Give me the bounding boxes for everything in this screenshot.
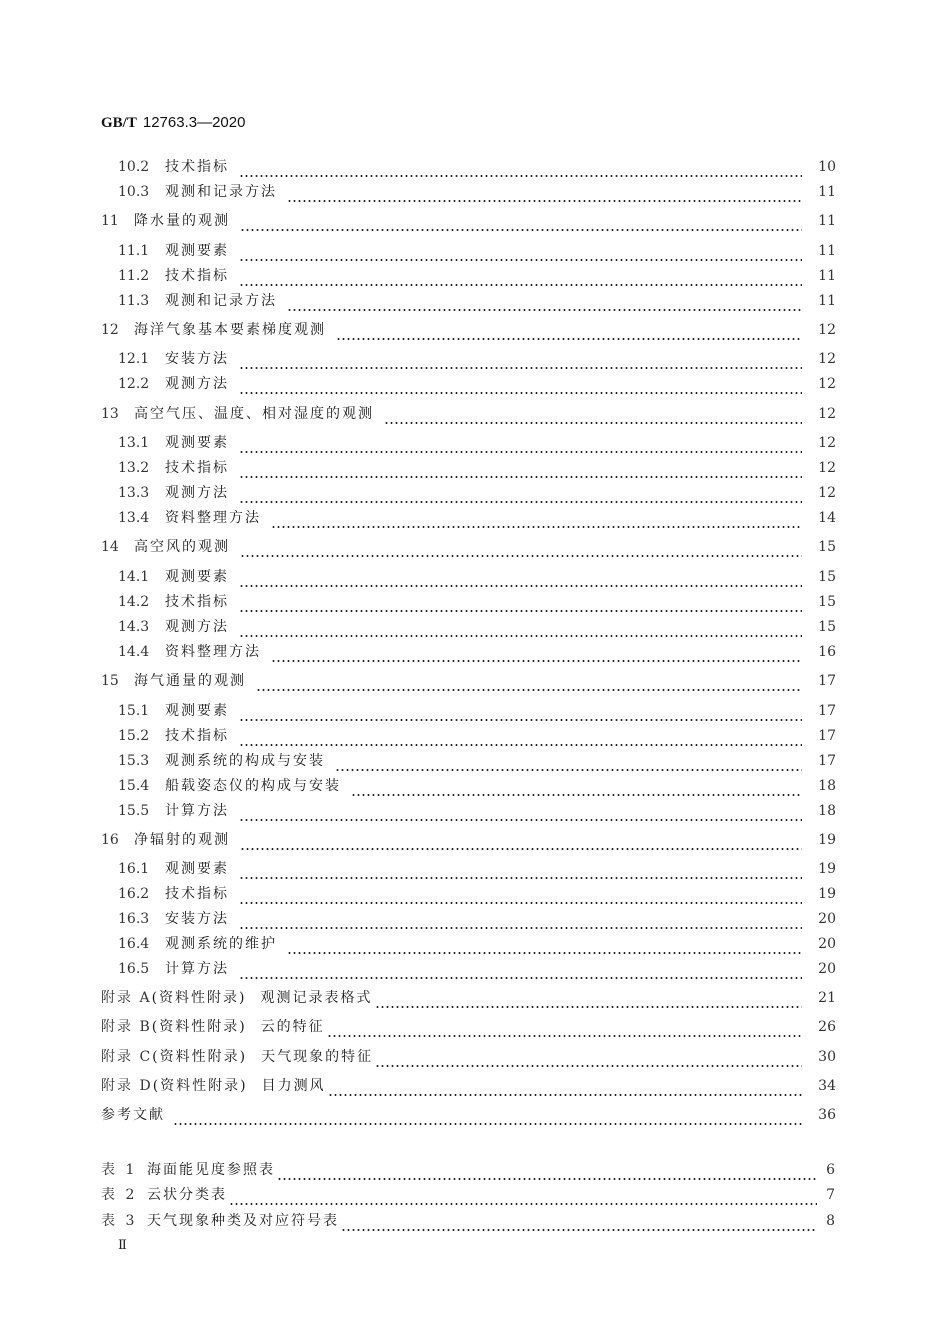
- table-page: 8: [826, 1213, 835, 1229]
- toc-entry-title: 船载姿态仪的构成与安装: [165, 778, 341, 794]
- appendix-title: 目力测风: [261, 1078, 326, 1094]
- toc-chapter[interactable]: [0, 211, 950, 231]
- toc-entry-title: 海气通量的观测: [134, 673, 246, 689]
- appendix-type-label: (资料性附录): [152, 1049, 248, 1065]
- dot-leader: [239, 859, 802, 879]
- toc-section[interactable]: [0, 776, 950, 796]
- dot-leader: [384, 404, 802, 424]
- toc-entry-title: 高空风的观测: [134, 539, 230, 555]
- toc-section[interactable]: [0, 349, 950, 369]
- toc-entry-title: 净辐射的观测: [134, 832, 230, 848]
- toc-entry-number: 15.4: [118, 778, 150, 794]
- toc-appendix[interactable]: [0, 988, 950, 1008]
- toc-entry-page: 12: [818, 460, 836, 476]
- toc-entry-page: 18: [818, 778, 836, 794]
- toc-entry-title: 计算方法: [165, 803, 229, 819]
- dot-leader: [239, 241, 802, 261]
- toc-appendix[interactable]: [0, 1076, 950, 1096]
- toc-section[interactable]: [0, 617, 950, 637]
- toc-entry-page: 15: [818, 569, 836, 585]
- toc-entry-title: 观测方法: [165, 619, 229, 635]
- dot-leader: [229, 1185, 817, 1205]
- appendix-number: 附录 D: [101, 1078, 153, 1094]
- references-title: 参考文献: [101, 1107, 165, 1123]
- references-page: 36: [818, 1107, 836, 1123]
- appendix-page: 34: [818, 1078, 836, 1094]
- table-title: 天气现象种类及对应符号表: [147, 1213, 339, 1229]
- toc-section[interactable]: [0, 508, 950, 528]
- dot-leader: [240, 211, 802, 231]
- table-page: 6: [826, 1162, 835, 1178]
- dot-leader: [271, 642, 802, 662]
- toc-entry-page: 17: [818, 728, 836, 744]
- dot-leader: [239, 959, 802, 979]
- toc-appendix[interactable]: [0, 1047, 950, 1067]
- toc-entry-page: 12: [818, 485, 836, 501]
- toc-entry-title: 技术指标: [165, 594, 229, 610]
- toc-entry-title: 观测要素: [165, 435, 229, 451]
- toc-entry-page: 17: [818, 753, 836, 769]
- table-title: 云状分类表: [147, 1187, 227, 1203]
- toc-section[interactable]: [0, 374, 950, 394]
- table-number: 表 2: [101, 1187, 138, 1203]
- toc-entry-number: 12: [101, 322, 119, 338]
- dot-leader: [239, 266, 802, 286]
- table-page: 7: [826, 1187, 835, 1203]
- appendix-number: 附录 C: [101, 1049, 153, 1065]
- dot-leader: [239, 374, 802, 394]
- toc-entry-number: 11: [101, 213, 119, 229]
- toc-entry-number: 14: [101, 539, 119, 555]
- toc-entry-number: 16: [101, 832, 119, 848]
- toc-section[interactable]: [0, 701, 950, 721]
- page-number: Ⅱ: [118, 1237, 127, 1252]
- dot-leader: [239, 157, 802, 177]
- dot-leader: [239, 909, 802, 929]
- dot-leader: [375, 988, 803, 1008]
- toc-entry-page: 20: [818, 961, 836, 977]
- toc-entry-number: 13.4: [118, 510, 150, 526]
- toc-entry-page: 16: [818, 644, 836, 660]
- dot-leader: [239, 458, 802, 478]
- toc-entry-number: 15.3: [118, 753, 150, 769]
- toc-entry-title: 观测方法: [165, 485, 229, 501]
- toc-entry-title: 计算方法: [165, 961, 229, 977]
- dot-leader: [375, 1047, 802, 1067]
- dot-leader: [287, 934, 802, 954]
- toc-entry-page: 12: [818, 351, 836, 367]
- toc-chapter[interactable]: [0, 320, 950, 340]
- toc-chapter[interactable]: [0, 404, 950, 424]
- toc-entry-page: 11: [818, 213, 836, 229]
- toc-table[interactable]: [0, 1185, 950, 1205]
- toc-entry-number: 12.1: [118, 351, 150, 367]
- toc-section[interactable]: [0, 884, 950, 904]
- toc-entry-number: 15.1: [118, 703, 150, 719]
- toc-entry-title: 观测要素: [165, 243, 229, 259]
- dot-leader: [239, 726, 802, 746]
- toc-entry-page: 12: [818, 435, 836, 451]
- toc-section[interactable]: [0, 959, 950, 979]
- standard-header: [101, 114, 245, 132]
- toc-section[interactable]: [0, 726, 950, 746]
- toc-section[interactable]: [0, 909, 950, 929]
- toc-section[interactable]: [0, 859, 950, 879]
- dot-leader: [328, 1076, 802, 1096]
- dot-leader: [239, 433, 802, 453]
- toc-section[interactable]: [0, 157, 950, 177]
- toc-references[interactable]: [0, 1105, 950, 1125]
- toc-chapter[interactable]: [0, 830, 950, 850]
- toc-section[interactable]: [0, 291, 950, 311]
- dot-leader: [271, 508, 802, 528]
- dot-leader: [239, 483, 802, 503]
- appendix-type-label: (资料性附录): [151, 1019, 247, 1035]
- table-title: 海面能见度参照表: [147, 1162, 275, 1178]
- dot-leader: [239, 592, 802, 612]
- toc-table[interactable]: [0, 1160, 950, 1180]
- appendix-page: 21: [818, 990, 836, 1006]
- toc-entry-page: 11: [818, 184, 836, 200]
- toc-entry-number: 14.2: [118, 594, 150, 610]
- standard-number: 12763.3—2020: [142, 114, 246, 131]
- toc-table[interactable]: [0, 1211, 950, 1231]
- toc-section[interactable]: [0, 458, 950, 478]
- toc-section[interactable]: [0, 934, 950, 954]
- toc-entry-title: 技术指标: [165, 460, 229, 476]
- toc-entry-number: 10.2: [118, 159, 150, 175]
- toc-entry-title: 观测系统的构成与安装: [165, 753, 325, 769]
- toc-entry-title: 资料整理方法: [165, 644, 261, 660]
- dot-leader: [173, 1105, 802, 1125]
- toc-entry-number: 16.2: [118, 886, 150, 902]
- toc-entry-number: 16.3: [118, 911, 150, 927]
- toc-entry-title: 资料整理方法: [165, 510, 261, 526]
- appendix-page: 26: [818, 1019, 836, 1035]
- appendix-type-label: (资料性附录): [151, 990, 247, 1006]
- dot-leader: [341, 1211, 817, 1231]
- toc-section[interactable]: [0, 266, 950, 286]
- toc-entry-number: 14.4: [118, 644, 150, 660]
- toc-entry-page: 12: [818, 322, 836, 338]
- toc-entry-number: 16.5: [118, 961, 150, 977]
- toc-section[interactable]: [0, 483, 950, 503]
- appendix-type-label: (资料性附录): [152, 1078, 248, 1094]
- toc-chapter[interactable]: [0, 671, 950, 691]
- toc-entry-page: 11: [818, 243, 836, 259]
- table-number: 表 3: [101, 1213, 138, 1229]
- toc-entry-title: 观测系统的维护: [165, 936, 277, 952]
- toc-entry-number: 13.2: [118, 460, 150, 476]
- appendix-page: 30: [818, 1049, 836, 1065]
- toc-entry-title: 观测方法: [165, 376, 229, 392]
- toc-entry-page: 19: [818, 861, 836, 877]
- toc-entry-title: 海洋气象基本要素梯度观测: [134, 322, 326, 338]
- toc-entry-page: 19: [818, 886, 836, 902]
- dot-leader: [335, 751, 802, 771]
- toc-section[interactable]: [0, 801, 950, 821]
- toc-entry-title: 降水量的观测: [134, 213, 230, 229]
- toc-appendix[interactable]: [0, 1017, 950, 1037]
- table-number: 表 1: [101, 1162, 138, 1178]
- toc-entry-number: 12.2: [118, 376, 150, 392]
- toc-section[interactable]: [0, 433, 950, 453]
- toc-entry-number: 10.3: [118, 184, 150, 200]
- toc-entry-title: 安装方法: [165, 911, 229, 927]
- dot-leader: [239, 567, 802, 587]
- toc-entry-page: 11: [818, 293, 836, 309]
- appendix-title: 观测记录表格式: [260, 990, 373, 1006]
- toc-entry-page: 18: [818, 803, 836, 819]
- toc-entry-page: 12: [818, 376, 836, 392]
- toc-entry-page: 20: [818, 911, 836, 927]
- toc-section[interactable]: [0, 642, 950, 662]
- dot-leader: [239, 884, 802, 904]
- dot-leader: [351, 776, 802, 796]
- toc-entry-page: 17: [818, 703, 836, 719]
- dot-leader: [327, 1017, 802, 1037]
- toc-entry-number: 14.1: [118, 569, 150, 585]
- toc-entry-title: 高空气压、温度、相对湿度的观测: [134, 406, 374, 422]
- toc-entry-number: 15.5: [118, 803, 150, 819]
- toc-entry-page: 10: [818, 159, 836, 175]
- toc-entry-page: 14: [818, 510, 836, 526]
- toc-entry-page: 20: [818, 936, 836, 952]
- dot-leader: [277, 1160, 817, 1180]
- toc-entry-title: 技术指标: [165, 159, 229, 175]
- toc-entry-page: 17: [818, 673, 836, 689]
- toc-entry-number: 11.2: [118, 268, 150, 284]
- dot-leader: [239, 617, 802, 637]
- toc-entry-page: 15: [818, 539, 836, 555]
- toc-entry-title: 观测要素: [165, 703, 229, 719]
- toc-entry-number: 13.3: [118, 485, 150, 501]
- appendix-number: 附录 B: [101, 1019, 152, 1035]
- dot-leader: [240, 830, 802, 850]
- toc-entry-title: 技术指标: [165, 728, 229, 744]
- toc-section[interactable]: [0, 751, 950, 771]
- toc-entry-page: 15: [818, 594, 836, 610]
- toc-entry-title: 安装方法: [165, 351, 229, 367]
- toc-entry-title: 观测要素: [165, 861, 229, 877]
- dot-leader: [287, 291, 802, 311]
- standard-prefix: GB/T: [101, 115, 137, 131]
- dot-leader: [240, 537, 802, 557]
- toc-entry-number: 13.1: [118, 435, 150, 451]
- appendix-number: 附录 A: [101, 990, 152, 1006]
- toc-entry-number: 15.2: [118, 728, 150, 744]
- toc-entry-title: 观测和记录方法: [165, 184, 277, 200]
- appendix-title: 云的特征: [260, 1019, 325, 1035]
- dot-leader: [239, 701, 802, 721]
- toc-entry-number: 11.1: [118, 243, 150, 259]
- toc-entry-number: 14.3: [118, 619, 150, 635]
- toc-entry-number: 16.4: [118, 936, 150, 952]
- toc-section[interactable]: [0, 241, 950, 261]
- toc-entry-number: 11.3: [118, 293, 150, 309]
- dot-leader: [287, 182, 802, 202]
- dot-leader: [256, 671, 802, 691]
- toc-chapter[interactable]: [0, 537, 950, 557]
- toc-entry-title: 技术指标: [165, 268, 229, 284]
- toc-entry-title: 观测和记录方法: [165, 293, 277, 309]
- appendix-title: 天气现象的特征: [261, 1049, 374, 1065]
- toc-entry-title: 观测要素: [165, 569, 229, 585]
- dot-leader: [239, 801, 802, 821]
- toc-entry-page: 19: [818, 832, 836, 848]
- toc-entry-title: 技术指标: [165, 886, 229, 902]
- toc-section[interactable]: [0, 592, 950, 612]
- toc-entry-number: 15: [101, 673, 119, 689]
- toc-entry-page: 15: [818, 619, 836, 635]
- toc-entry-page: 12: [818, 406, 836, 422]
- toc-section[interactable]: [0, 567, 950, 587]
- toc-section[interactable]: [0, 182, 950, 202]
- dot-leader: [336, 320, 802, 340]
- toc-entry-number: 16.1: [118, 861, 150, 877]
- toc-entry-page: 11: [818, 268, 836, 284]
- dot-leader: [239, 349, 802, 369]
- toc-entry-number: 13: [101, 406, 119, 422]
